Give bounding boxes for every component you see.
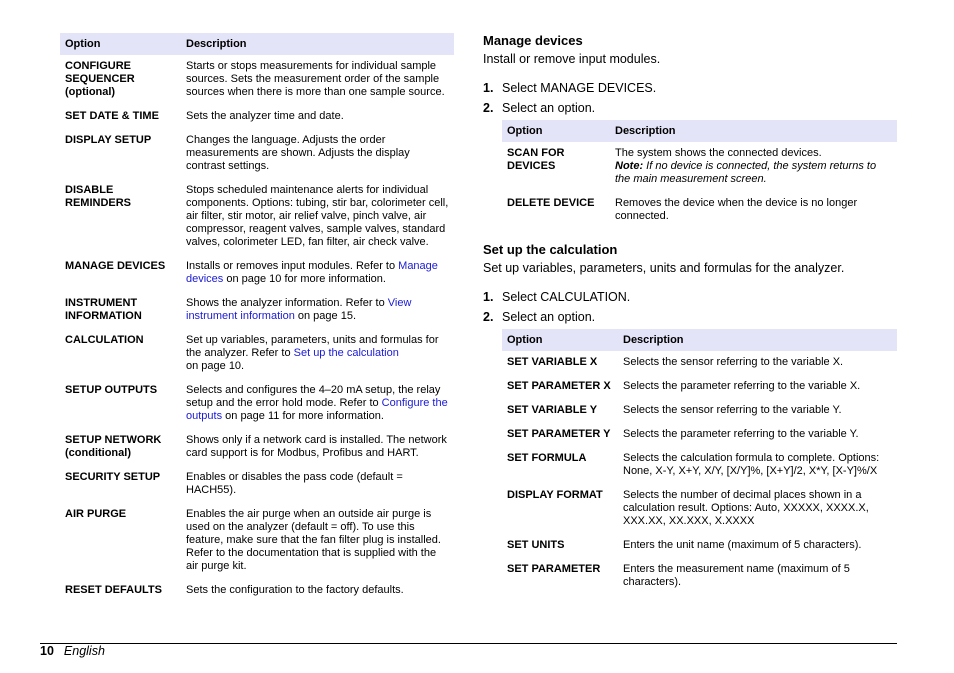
option-cell: SETUP OUTPUTS <box>65 384 158 396</box>
table-row <box>60 129 454 179</box>
page-footer <box>40 643 105 659</box>
option-cell: MANAGE DEVICES <box>65 260 166 272</box>
option-cell: SET FORMULA <box>507 452 587 464</box>
description-cell: Selects the sensor referring to the variable X. <box>623 356 844 368</box>
description-cell <box>610 142 897 192</box>
description-cell: Enters the measurement name (maximum of 5 characters). <box>623 563 850 588</box>
description-cell <box>181 255 454 292</box>
step-text: Select MANAGE DEVICES. <box>502 81 657 95</box>
description-cell: Changes the language. Adjusts the order measurements are shown. Adjusts the display contrast settings. <box>186 134 410 172</box>
option-cell: SETUP NETWORK (conditional) <box>65 434 162 459</box>
description-text: on page 10 for more information. <box>223 273 386 285</box>
option-cell: RESET DEFAULTS <box>65 584 162 596</box>
manage-devices-section <box>483 33 897 229</box>
manage-table-wrap <box>502 120 897 229</box>
table-row <box>502 142 897 192</box>
footer-rule <box>40 643 897 644</box>
option-cell: CALCULATION <box>65 334 144 346</box>
table-row <box>60 429 454 466</box>
table-row <box>60 379 454 429</box>
description-text: Set up variables, parameters, units and formulas for the analyzer. Refer to <box>186 334 439 359</box>
option-cell: DISABLE REMINDERS <box>65 184 132 209</box>
table-row <box>502 351 897 375</box>
table-row <box>60 466 454 503</box>
table-row <box>60 503 454 579</box>
option-cell: INSTRUMENT INFORMATION <box>65 297 142 322</box>
view-instrument-information-link[interactable]: View instrument information <box>186 297 412 322</box>
table-row <box>502 399 897 423</box>
step-number: 2. <box>483 101 494 115</box>
table-row <box>502 192 897 229</box>
option-cell: DISPLAY SETUP <box>65 134 152 146</box>
manage-devices-link[interactable]: Manage devices <box>186 260 438 285</box>
description-cell <box>181 379 454 429</box>
option-cell: SET DATE & TIME <box>65 110 159 122</box>
section-intro: Install or remove input modules. <box>483 52 661 66</box>
description-cell: Sets the analyzer time and date. <box>186 110 344 122</box>
manage-devices-table <box>502 120 897 229</box>
description-text: on page 15. <box>294 310 356 322</box>
step-text: Select an option. <box>502 310 596 324</box>
section-heading: Set up the calculation <box>483 242 618 257</box>
set-up-calculation-link[interactable]: Set up the calculation <box>293 347 399 359</box>
step-number: 1. <box>483 81 494 95</box>
table-row <box>502 558 897 595</box>
table-row <box>60 255 454 292</box>
description-cell: Selects the calculation formula to complete. Options: None, X-Y, X+Y, X/Y, [X/Y]%, [X+Y]/2, X*Y, [X-Y]%/X <box>623 452 880 477</box>
option-cell: SET PARAMETER Y <box>507 428 611 440</box>
col-header-description: Description <box>618 329 897 351</box>
table-row <box>60 105 454 129</box>
calculation-table <box>502 329 897 595</box>
step-item <box>483 309 897 325</box>
col-header-option: Option <box>502 120 610 142</box>
table-row <box>502 447 897 484</box>
option-cell: AIR PURGE <box>65 508 127 520</box>
step-item <box>483 80 897 96</box>
col-header-description: Description <box>610 120 897 142</box>
description-cell: Selects the parameter referring to the variable X. <box>623 380 861 392</box>
step-text: Select an option. <box>502 101 596 115</box>
table-row <box>60 329 454 379</box>
description-cell: Selects the parameter referring to the variable Y. <box>623 428 859 440</box>
right-column <box>483 33 897 595</box>
table-row <box>502 484 897 534</box>
option-cell: DELETE DEVICE <box>507 197 595 209</box>
description-cell: Enables the air purge when an outside air purge is used on the analyzer (default = off). To use this feature, make sure that the fan filter plug is installed. Refer to the documentation that is supplied with the air purge kit. <box>186 508 441 572</box>
step-number: 2. <box>483 310 494 324</box>
left-column <box>60 33 454 603</box>
description-text: on page 11 for more information. <box>222 410 384 422</box>
col-header-description: Description <box>181 33 454 55</box>
configure-outputs-link[interactable]: Configure the outputs <box>186 397 448 422</box>
page-number: 10 <box>40 644 54 658</box>
description-cell <box>181 292 454 329</box>
description-cell: Selects the sensor referring to the variable Y. <box>623 404 842 416</box>
table-header-row <box>502 329 897 351</box>
col-header-option: Option <box>502 329 618 351</box>
option-cell: SECURITY SETUP <box>65 471 161 483</box>
description-cell: Sets the configuration to the factory defaults. <box>186 584 404 596</box>
table-row <box>502 375 897 399</box>
option-cell: DISPLAY FORMAT <box>507 489 603 501</box>
option-cell: SET PARAMETER X <box>507 380 611 392</box>
description-cell: Stops scheduled maintenance alerts for individual components. Options: tubing, stir bar, colorimeter cell, air filter, stir motor, air relief valve, pinch valve, air compressor, reagent valves, sample valves, standard valves, colorimeter LED, fan filter, air check valve. <box>186 184 449 248</box>
table-row <box>60 55 454 105</box>
calculation-section <box>483 242 897 595</box>
description-text: on page 10. <box>186 360 245 372</box>
step-item <box>483 100 897 116</box>
table-row <box>60 579 454 603</box>
step-item <box>483 289 897 305</box>
description-cell: Enters the unit name (maximum of 5 characters). <box>623 539 862 551</box>
col-header-option: Option <box>60 33 181 55</box>
table-row <box>502 423 897 447</box>
steps-list <box>483 289 897 325</box>
section-heading: Manage devices <box>483 33 583 48</box>
description-text: Installs or removes input modules. Refer to <box>186 260 399 272</box>
note-label: Note: <box>615 160 644 172</box>
step-text: Select CALCULATION. <box>502 290 631 304</box>
description-cell: Shows only if a network card is installed. The network card support is for Modbus, Profibus and HART. <box>186 434 447 459</box>
steps-list <box>483 80 897 116</box>
description-cell: Removes the device when the device is no longer connected. <box>615 197 858 222</box>
description-cell: Starts or stops measurements for individual sample sources. Sets the measurement order of the sample sources when there is more than one sample source. <box>186 60 445 98</box>
option-cell: CONFIGURE SEQUENCER (optional) <box>65 60 135 98</box>
description-cell: Selects the number of decimal places shown in a calculation result. Options: Auto, XXXXX, XXXX.X, XXX.XX, XX.XXX, X.XXXX <box>623 489 869 527</box>
option-cell: SET VARIABLE Y <box>507 404 598 416</box>
step-number: 1. <box>483 290 494 304</box>
option-cell: SET VARIABLE X <box>507 356 598 368</box>
option-cell: SET PARAMETER <box>507 563 601 575</box>
options-table <box>60 33 454 603</box>
table-row <box>502 534 897 558</box>
description-cell <box>181 329 454 379</box>
calc-table-wrap <box>502 329 897 595</box>
table-row <box>60 179 454 255</box>
table-header-row <box>502 120 897 142</box>
option-cell: SET UNITS <box>507 539 565 551</box>
footer-language: English <box>63 644 105 658</box>
option-cell: SCAN FOR DEVICES <box>507 147 565 172</box>
description-cell: Enables or disables the pass code (default = HACH55). <box>186 471 403 496</box>
table-row <box>60 292 454 329</box>
section-intro: Set up variables, parameters, units and formulas for the analyzer. <box>483 261 845 275</box>
description-text: Shows the analyzer information. Refer to <box>186 297 388 309</box>
description-text: The system shows the connected devices. <box>615 147 822 159</box>
description-text: Selects and configures the 4–20 mA setup, the relay setup and the error hold mode. Refer to <box>186 384 441 409</box>
note-text: If no device is connected, the system returns to the main measurement screen. <box>615 160 877 185</box>
table-header-row <box>60 33 454 55</box>
